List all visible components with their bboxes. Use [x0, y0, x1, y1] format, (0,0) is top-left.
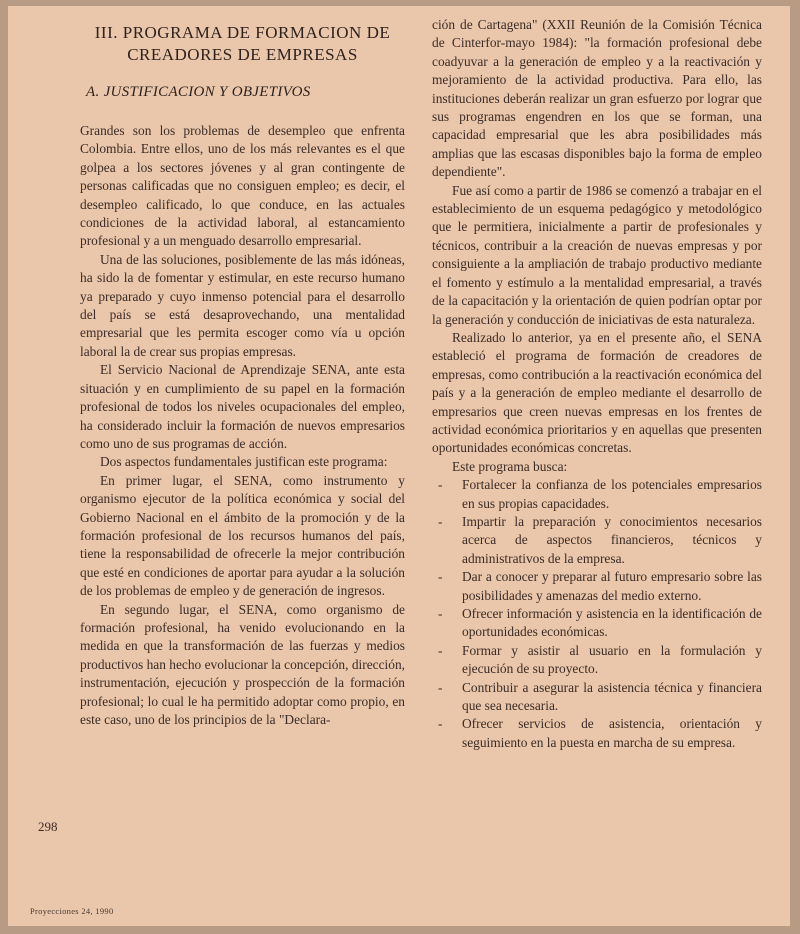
paragraph: Dos aspectos fundamentales justifican este programa:: [100, 454, 388, 470]
list-item: - Dar a conocer y preparar al futuro empresario sobre las posibilidades y amenazas del medio externo.: [432, 568, 762, 605]
list-item: - Formar y asistir al usuario en la formulación y ejecución de su proyecto.: [432, 642, 762, 679]
right-column: [432, 16, 762, 752]
paragraph: Realizado lo anterior, ya en el presente año, el SENA estableció el programa de formación de creadores de empresas, como contribución a la reactivación económica del país y a la generación de empleo mediante el desarrollo de empresarios que creen nuevas empresas en los frentes de actividad económica prioritarios y en aquellas que presenten oportunidades económicas concretas.: [432, 329, 762, 456]
objectives-list: [432, 476, 762, 752]
list-item: - Ofrecer servicios de asistencia, orientación y seguimiento en la puesta en marcha de su empresa.: [432, 715, 762, 752]
list-item: - Impartir la preparación y conocimientos necesarios acerca de aspectos financieros, técnicos y administrativos de la empresa.: [432, 513, 762, 568]
paragraph: El Servicio Nacional de Aprendizaje SENA, ante esta situación y en cumplimiento de su papel en la formación profesional de todos los niveles ocupacionales del empleo, ha considerado incluir la formación de nuevos empresarios como uno de sus programas de acción.: [80, 362, 405, 451]
paragraph: En segundo lugar, el SENA, como organismo de formación profesional, ha venido evolucionando en la medida en que la transformación de las fuerzas y medios productivos han hecho evolucionar la concepción, dirección, instrumentación, ejecución y prospección de la formación profesional; lo cual le ha permitido adoptar como propio, en este caso, uno de los principios de la "Declara-: [80, 601, 405, 727]
list-item: - Contribuir a asegurar la asistencia técnica y financiera que sea necesaria.: [432, 679, 762, 716]
page-number: 298: [38, 819, 58, 834]
paragraph: Grandes son los problemas de desempleo que enfrenta Colombia. Entre ellos, uno de los más relevantes es el que golpea a los sectores jóvenes y al gran contingente de personas calificadas que no consiguen empleo; es decir, el desempleo calificado, lo que conduce, en las actuales condiciones de la actividad laboral, al estancamiento profesional y a un menguado desarrollo empresarial.: [80, 123, 405, 249]
section-title: III. PROGRAMA DE FORMACION DE CREADORES DE EMPRESAS: [94, 23, 391, 64]
footer: Proyecciones 24, 1990: [30, 906, 114, 916]
paragraph: ción de Cartagena" (XXII Reunión de la Comisión Técnica de Cinterfor-mayo 1984): "la formación profesional debe coadyuvar a la generación de empleo y a la reactivación y mejoramiento de la actividad productiva. Para ello, las instituciones deberán realizar un gran esfuerzo por lograr que sus programas engendren en los que se forman, una capacidad empresarial que les abra posibilidades más amplias que las escasas disponibles bajo la forma de empleo dependiente".: [432, 17, 762, 180]
paragraph: Este programa busca:: [452, 458, 568, 474]
left-column: [80, 22, 405, 729]
paragraph: En primer lugar, el SENA, como instrumento y organismo ejecutor de la política económica y social del Gobierno Nacional en el ámbito de la promoción y de la formación profesional de los recursos humanos del país, tiene la responsabilidad de ofrecerle la mejor contribución que esté en condiciones de aportar para ayudar a la solución de los problemas de empleo y de generación de ingresos.: [80, 472, 405, 599]
document-page: [8, 6, 790, 926]
subsection-title: A. JUSTIFICACION Y OBJETIVOS: [86, 84, 311, 100]
paragraph: Fue así como a partir de 1986 se comenzó a trabajar en el establecimiento de un esquema pedagógico y metodológico que le permitiera, inicialmente a partir de profesionales y técnicos, contribuir a la creación de nuevas empresas y por consiguiente a la ampliación de trabajo productivo mediante el fomento y estímulo a la mentalidad empresarial, a través de la capacitación y la orientación de quien podrían optar por la generación y conducción de iniciativas de esta naturaleza.: [432, 182, 762, 327]
paragraph: Una de las soluciones, posiblemente de las más idóneas, ha sido la de fomentar y estimular, en este recurso humano ya preparado y cuyo inmenso potencial para el desarrollo del país se está desaprovechando, una mentalidad empresarial que les permita escoger como vía u opción laboral la de crear sus propias empresas.: [80, 251, 405, 359]
list-item: - Ofrecer información y asistencia en la identificación de oportunidades económicas.: [432, 605, 762, 642]
list-item: - Fortalecer la confianza de los potenciales empresarios en sus propias capacidades.: [432, 476, 762, 513]
